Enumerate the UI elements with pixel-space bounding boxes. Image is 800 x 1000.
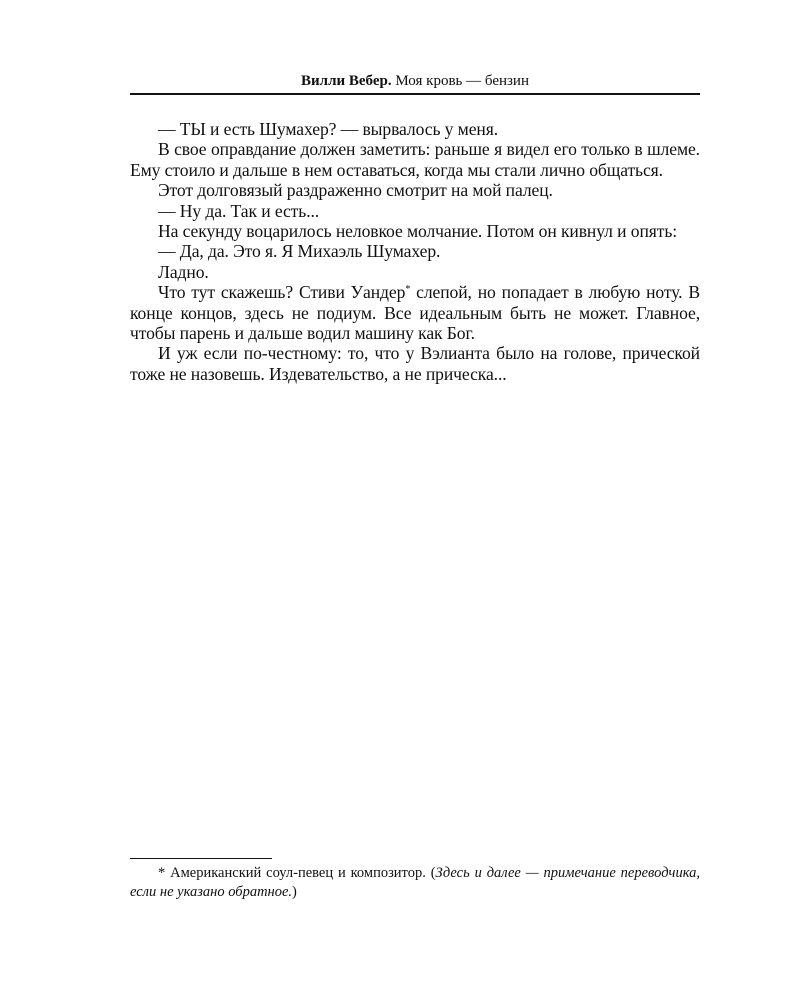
footnote [130, 864, 700, 902]
paragraph-with-footnote [130, 282, 700, 343]
paragraph-text: Что тут скажешь? Стиви Уандер [158, 282, 406, 303]
footnote-rule [130, 858, 272, 859]
paragraph: В свое оправдание должен заметить: раньше я видел его только в шлеме. Ему стоило и дальше в нем оставаться, когда мы стали лично общаться. [130, 139, 700, 180]
header-rule [130, 93, 700, 95]
running-header [130, 72, 700, 90]
footnote-marker: * [158, 865, 171, 881]
header-title: Моя кровь — бензин [395, 73, 529, 89]
paragraph: Этот долговязый раздраженно смотрит на мой палец. [158, 180, 553, 201]
header-author: Вилли Вебер. [301, 73, 392, 89]
paragraph: Ладно. [158, 261, 209, 282]
paragraph: — Ну да. Так и есть... [158, 200, 320, 221]
footnote-italic: Здесь и далее — примечание переводчика, если не указано обратное. [130, 865, 701, 900]
footnote-marker: * [405, 284, 411, 296]
paragraph: — Да, да. Это я. Я Михаэль Шумахер. [158, 241, 441, 262]
footnote-text: Американский соул-певец и композитор. ( [170, 865, 436, 881]
paragraph: И уж если по-честному: то, что у Вэлианта было на голове, прической тоже не назовешь. Издевательство, а не прическа... [130, 343, 700, 384]
footnote-close: ) [292, 884, 297, 900]
paragraph-text: слепой, но попадает в любую ноту. В конце концов, здесь не подиум. Все идеальным быть не может. Главное, чтобы парень и дальше водил машину как Бог. [130, 282, 701, 344]
paragraph: — ТЫ и есть Шумахер? — вырвалось у меня. [158, 119, 499, 139]
paragraph: На секунду воцарилось неловкое молчание. Потом он кивнул и опять: [158, 221, 678, 242]
body-text [130, 119, 700, 384]
